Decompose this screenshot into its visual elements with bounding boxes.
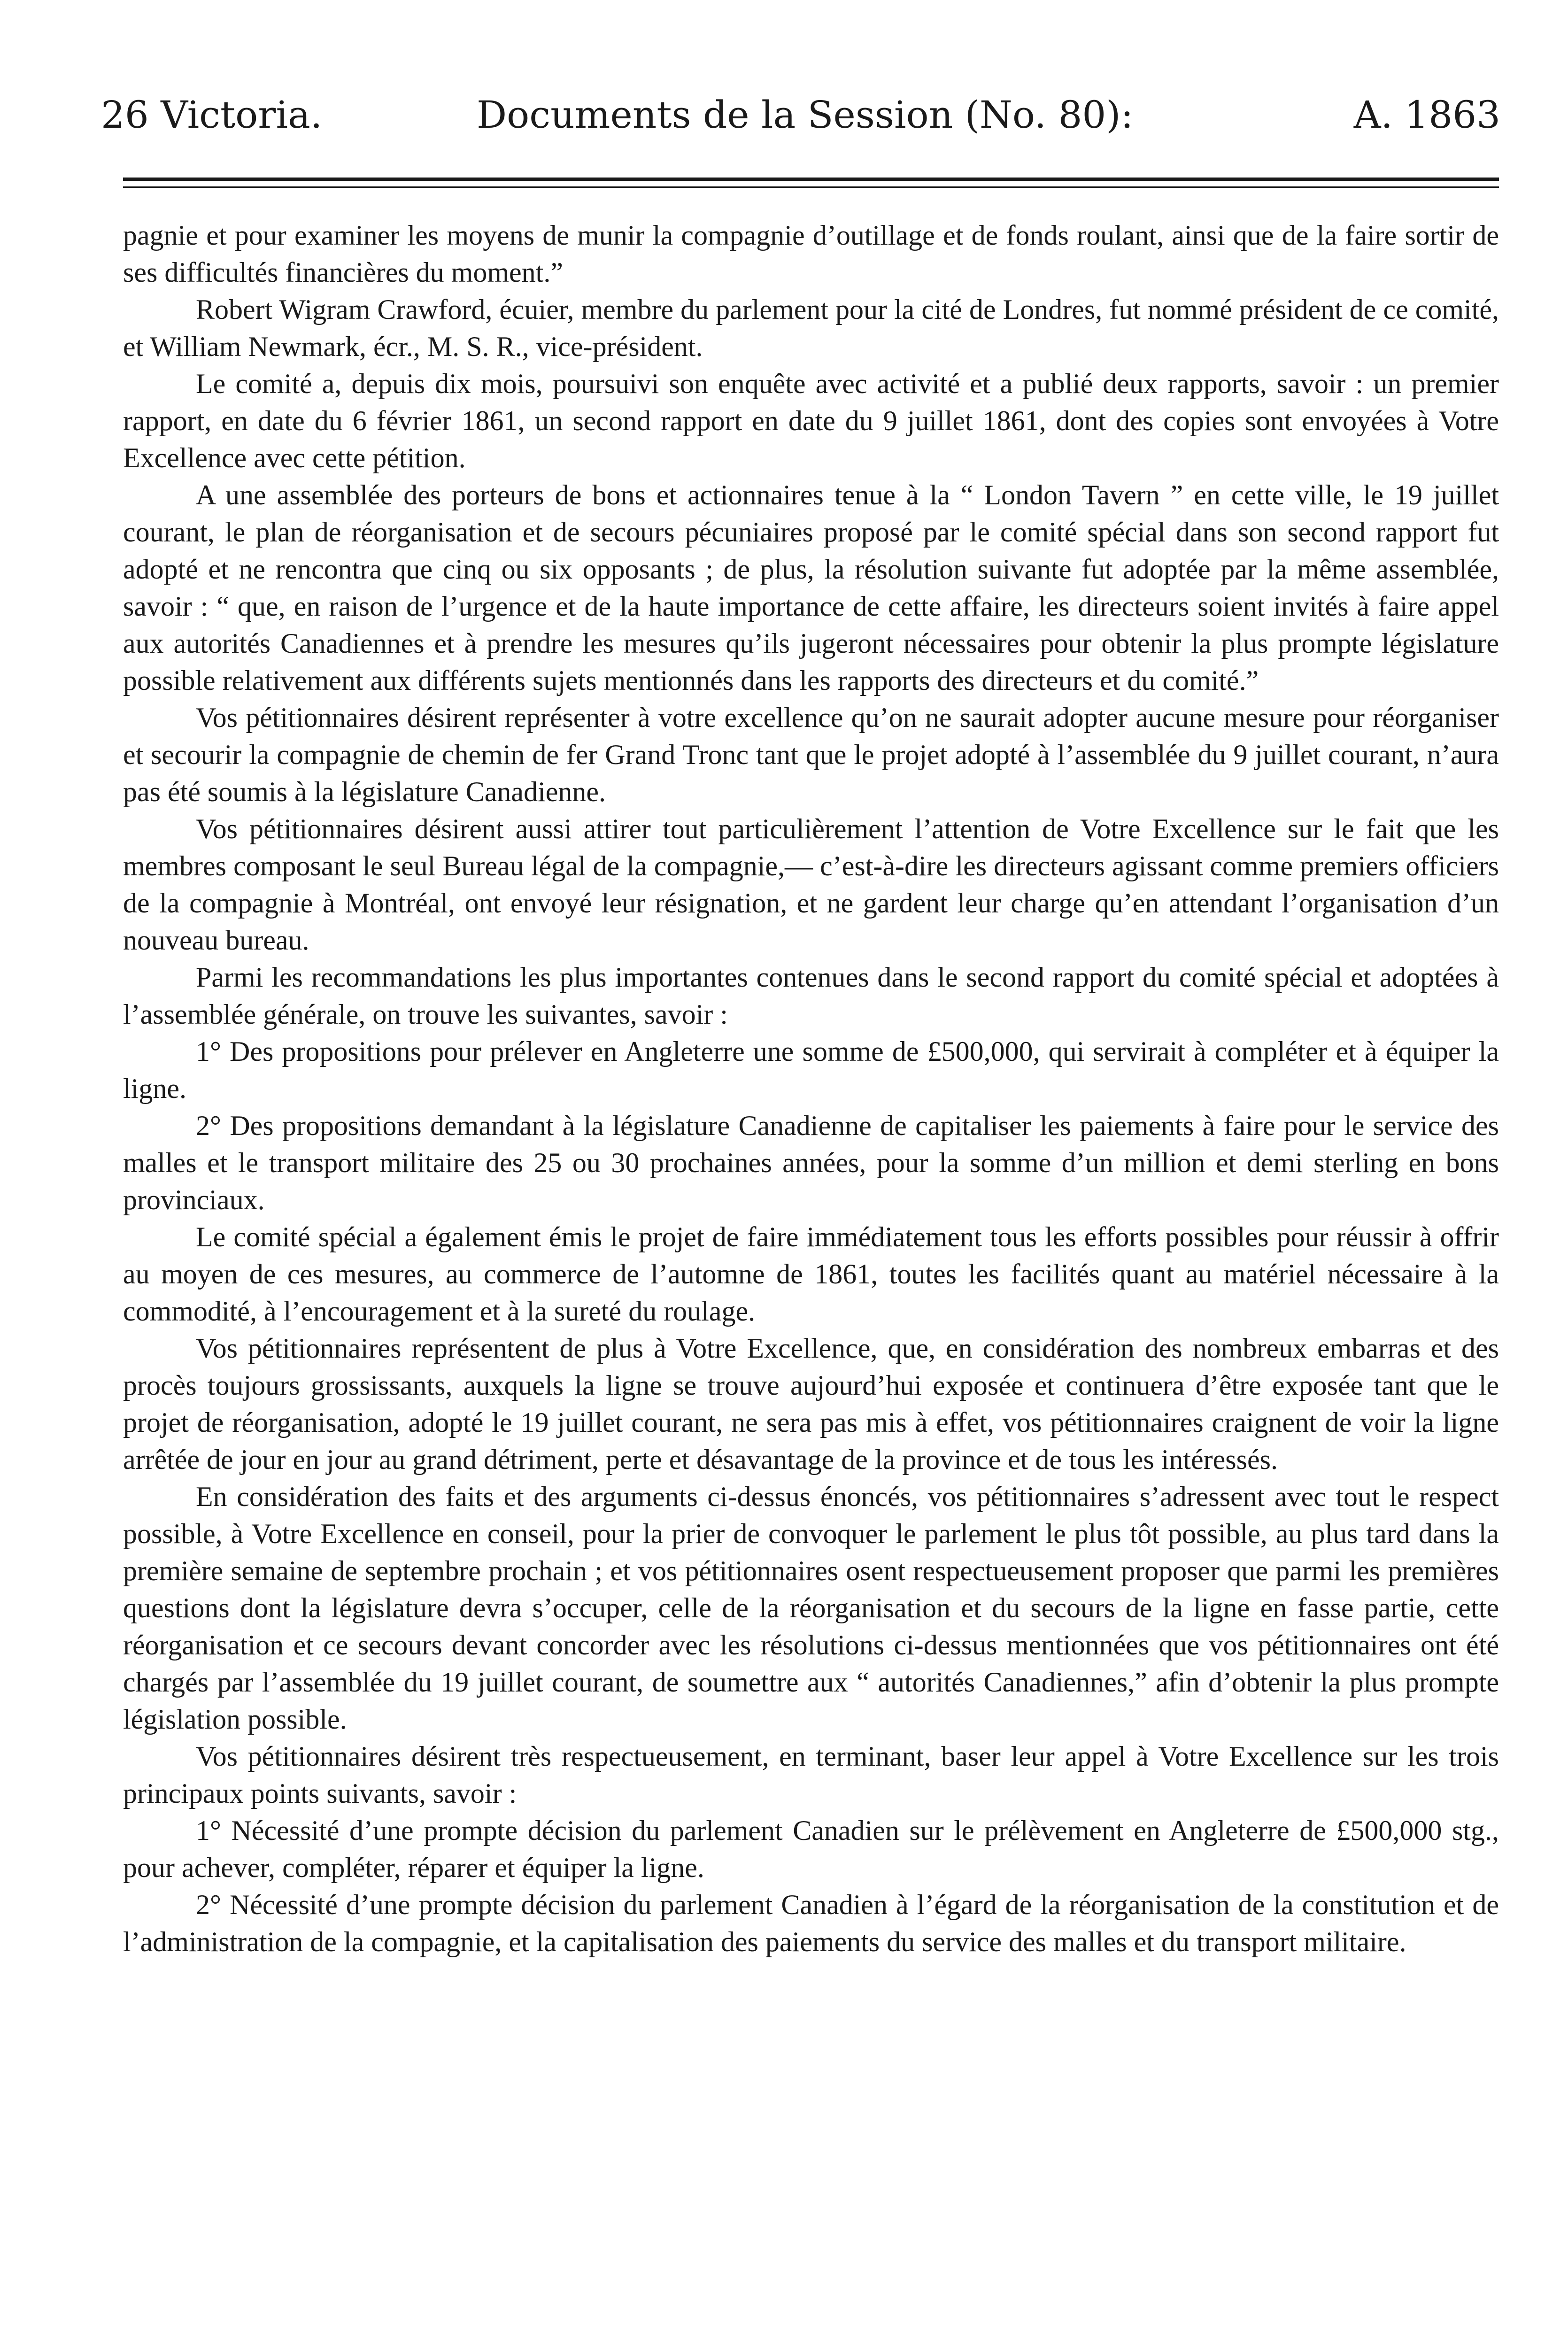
list-item: 2° Nécessité d’une prompte décision du parlement Canadien à l’égard de la réorganisation de la constitution et de l’administration de la compagnie, et la capitalisation des paiements du service des malles et du transport militaire. xyxy=(123,1889,1499,1957)
header-year: A. 1863 xyxy=(1353,93,1500,137)
header-rule-thin xyxy=(123,186,1499,188)
running-header xyxy=(101,85,1500,146)
header-rule-thick xyxy=(123,178,1499,181)
paragraph: Vos pétitionnaires désirent aussi attirer tout particulièrement l’attention de Votre Excellence sur le fait que les membres composant le seul Bureau légal de la compagnie,— c’est-à-dire les directeurs agissant comme premiers officiers de la compagnie à Montréal, ont envoyé leur résignation, et ne gardent leur charge qu’en attendant l’organisation d’un nouveau bureau. xyxy=(123,813,1499,956)
header-title: Documents de la Session (No. 80): xyxy=(477,93,1134,137)
list-item: 1° Des propositions pour prélever en Angleterre une somme de £500,000, qui servirait à compléter et à équiper la ligne. xyxy=(123,1036,1499,1104)
list-item: 2° Des propositions demandant à la législature Canadienne de capitaliser les paiements à faire pour le service des malles et le transport militaire des 25 ou 30 prochaines années, pour la somme d’un million et demi sterling en bons provinciaux. xyxy=(123,1110,1499,1215)
paragraph: Vos pétitionnaires désirent très respectueusement, en terminant, baser leur appel à Votre Excellence sur les trois principaux points suivants, savoir : xyxy=(123,1741,1499,1809)
paragraph-continued: pagnie et pour examiner les moyens de munir la compagnie d’outillage et de fonds roulant, ainsi que de la faire sortir de ses difficultés financières du moment.” xyxy=(123,220,1499,288)
list-item: 1° Nécessité d’une prompte décision du parlement Canadien sur le prélèvement en Angleterre de £500,000 stg., pour achever, compléter, réparer et équiper la ligne. xyxy=(123,1815,1499,1883)
paragraph: A une assemblée des porteurs de bons et actionnaires tenue à la “ London Tavern ” en cette ville, le 19 juillet courant, le plan de réorganisation et de secours pécuniaires proposé par le comité spécial dans son second rapport fut adopté et ne rencontra que cinq ou six opposants ; de plus, la résolution suivante fut adoptée par la même assemblée, savoir : “ que, en raison de l’urgence et de la haute importance de cette affaire, les directeurs soient invités à faire appel aux autorités Canadiennes et à prendre les mesures qu’ils jugeront nécessaires pour obtenir la plus prompte législature possible relativement aux différents sujets mentionnés dans les rapports des directeurs et du comité.” xyxy=(123,479,1499,696)
paragraph: Vos pétitionnaires désirent représenter à votre excellence qu’on ne saurait adopter aucune mesure pour réorganiser et secourir la compagnie de chemin de fer Grand Tronc tant que le projet adopté à l’assemblée du 9 juillet courant, n’aura pas été soumis à la législature Canadienne. xyxy=(123,702,1499,807)
paragraph: Vos pétitionnaires représentent de plus à Votre Excellence, que, en considération des nombreux embarras et des procès toujours grossissants, auxquels la ligne se trouve aujourd’hui exposée et continuera d’être exposée tant que le projet de réorganisation, adopté le 19 juillet courant, ne sera pas mis à effet, vos pétitionnaires craignent de voir la ligne arrêtée de jour en jour au grand détriment, perte et désavantage de la province et de tous les intéressés. xyxy=(123,1333,1499,1475)
paragraph: En considération des faits et des arguments ci-dessus énoncés, vos pétitionnaires s’adressent avec tout le respect possible, à Votre Excellence en conseil, pour la prier de convoquer le parlement le plus tôt possible, au plus tard dans la première semaine de septembre prochain ; et vos pétitionnaires osent respectueusement proposer que parmi les premières questions dont la législature devra s’occuper, celle de la réorganisation et du secours de la ligne en fasse partie, cette réorganisation et ce secours devant concorder avec les résolutions ci-dessus mentionnées que vos pétitionnaires ont été chargés par l’assemblée du 19 juillet courant, de soumettre aux “ autorités Canadiennes,” afin d’obtenir la plus prompte législation possible. xyxy=(123,1481,1499,1735)
paragraph: Le comité spécial a également émis le projet de faire immédiatement tous les efforts possibles pour réussir à offrir au moyen de ces mesures, au commerce de l’automne de 1861, toutes les facilités quant au matériel nécessaire à la commodité, à l’encouragement et à la sureté du roulage. xyxy=(123,1221,1499,1327)
header-session: 26 Victoria. xyxy=(101,93,323,137)
paragraph: Le comité a, depuis dix mois, poursuivi son enquête avec activité et a publié deux rapports, savoir : un premier rapport, en date du 6 février 1861, un second rapport en date du 9 juillet 1861, dont des copies sont envoyées à Votre Excellence avec cette pétition. xyxy=(123,368,1499,473)
body-text xyxy=(123,217,1499,1961)
paragraph: Parmi les recommandations les plus importantes contenues dans le second rapport du comité spécial et adoptées à l’assemblée générale, on trouve les suivantes, savoir : xyxy=(123,962,1499,1030)
paragraph: Robert Wigram Crawford, écuier, membre du parlement pour la cité de Londres, fut nommé président de ce comité, et William Newmark, écr., M. S. R., vice-président. xyxy=(123,294,1499,362)
